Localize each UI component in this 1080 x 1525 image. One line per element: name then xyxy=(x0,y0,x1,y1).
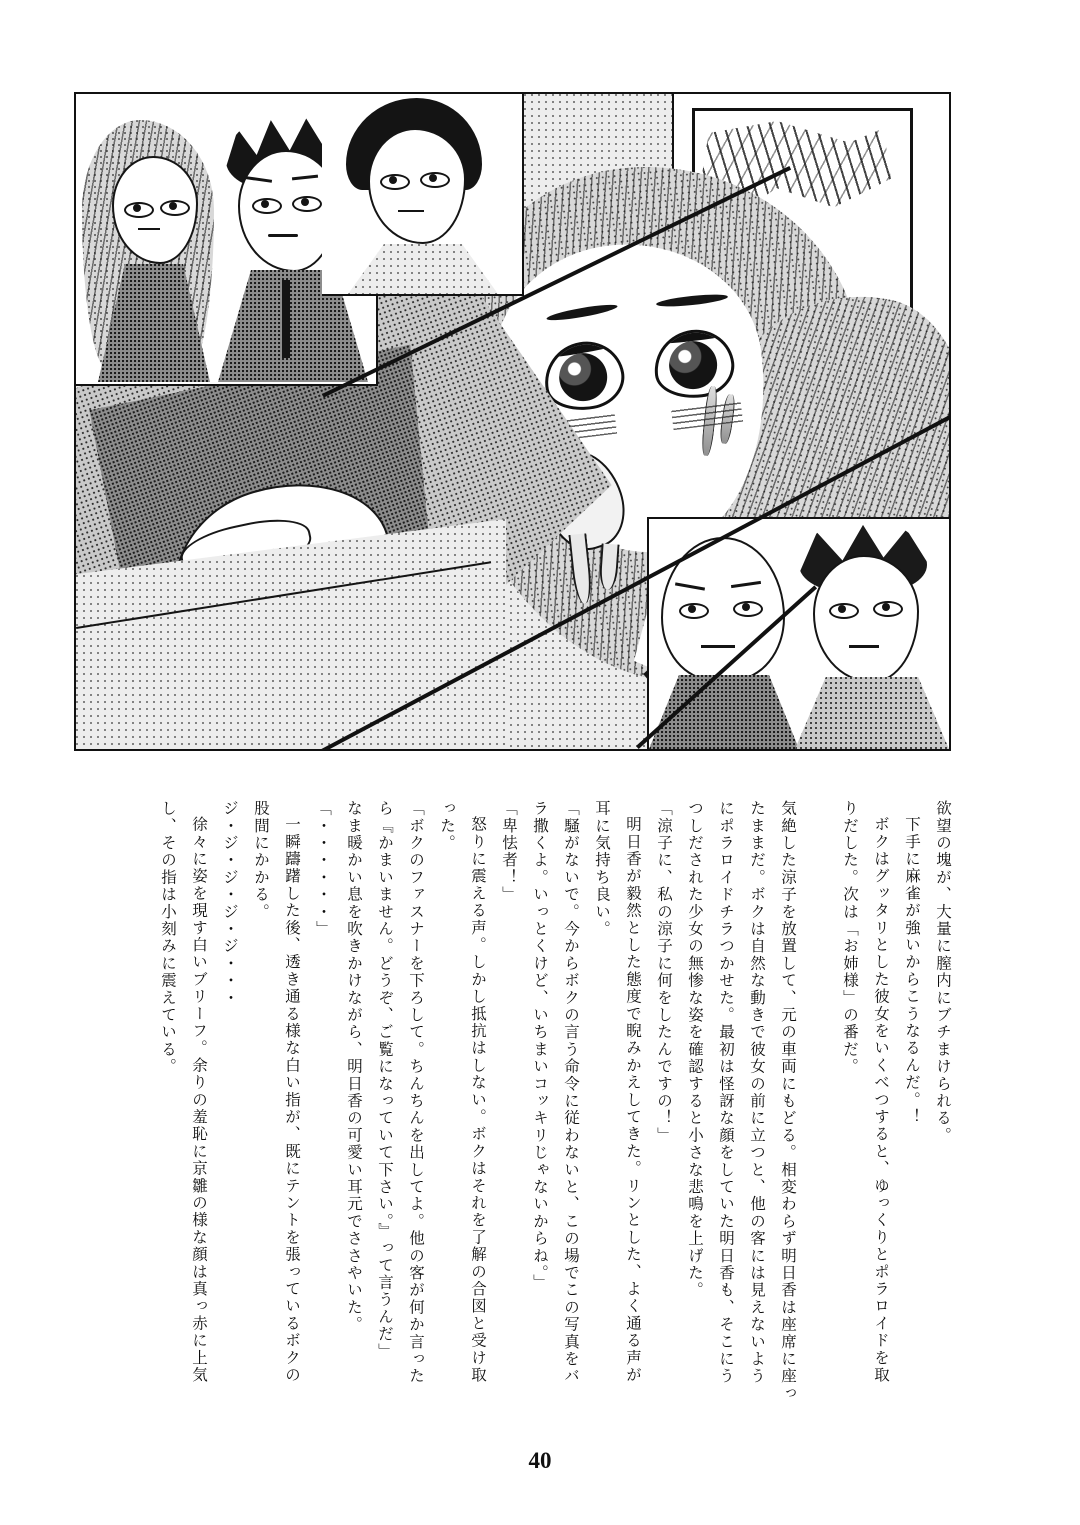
text-column: 「卑怯者！」 xyxy=(500,800,518,904)
woman2-mouth xyxy=(398,210,424,212)
text-column: りだした。次は「お姉様」の番だ。 xyxy=(841,800,859,1076)
text-column: 股間にかかる。 xyxy=(252,800,270,921)
girl-iris-left xyxy=(555,349,611,405)
man-pupil-right xyxy=(301,198,309,206)
woman2-pupil-left xyxy=(389,176,397,184)
text-column: 耳に気持ち良い。 xyxy=(593,800,611,938)
text-column: なま暖かい息を吹きかけながら、明日香の可愛い耳元でささやいた。 xyxy=(345,800,363,1334)
text-column: ラ撒くよ。いっとくけど、いちまいコッキリじゃないからね。」 xyxy=(531,800,549,1292)
text-column: 「・・・・・・」 xyxy=(314,800,332,938)
text-column: 一瞬躊躇した後、透き通る様な白い指が、既にテントを張っているボクの xyxy=(283,816,301,1384)
panel-inner xyxy=(76,94,949,749)
woman-pupil-right xyxy=(169,202,177,210)
woman-pupil-left xyxy=(133,204,141,212)
text-column: ジ・ジ・ジ・ジ・ジ・・・ xyxy=(221,800,239,1007)
woman-mouth xyxy=(138,228,160,230)
man-necktie xyxy=(282,280,290,358)
story-text xyxy=(70,800,950,1410)
text-column: った。 xyxy=(438,800,456,852)
text-column: 欲望の塊が、大量に膣内にブチまけられる。 xyxy=(934,800,952,1144)
text-column: 「ボクのファスナーを下ろして。ちんちんを出してよ。他の客が何か言った xyxy=(407,800,425,1385)
manga-panel xyxy=(74,92,951,751)
girl-iris-right xyxy=(666,338,719,391)
text-column: ら『かまいません。どうぞ、ご覧になっていて下さい。』って言うんだ」 xyxy=(376,800,394,1360)
text-column xyxy=(795,800,826,1410)
text-column: にポラロイドチラつかせた。最初は怪訝な顔をしていた明日香も、そこにう xyxy=(717,800,735,1385)
text-column: 下手に麻雀が強いからこうなるんだ。！ xyxy=(903,816,921,1126)
bald-man-pupil-right xyxy=(742,603,750,611)
woman2-pupil-right xyxy=(429,174,437,182)
young-man-mouth xyxy=(849,645,879,648)
text-column: 明日香が毅然とした態度で睨みかえしてきた。リンとした、よく通る声が xyxy=(624,816,642,1384)
text-column: 「騒がないで。今からボクの言う命令に従わないと、この場でこの写真をバ xyxy=(562,800,580,1385)
man-mouth xyxy=(268,234,298,237)
bald-man-pupil-left xyxy=(688,605,696,613)
text-column: たままだ。ボクは自然な動きで彼女の前に立つと、他の客には見えないよう xyxy=(748,800,766,1385)
text-column: 怒りに震える声。しかし抵抗はしない。ボクはそれを了解の合図と受け取 xyxy=(469,816,487,1384)
page-number: 40 xyxy=(528,1448,552,1473)
man-pupil-left xyxy=(261,200,269,208)
onlookers-mid-subpanel xyxy=(322,94,524,296)
young-man-pupil-right xyxy=(882,603,890,611)
text-column: ボクはグッタリとした彼女をいくべつすると、ゆっくりとポラロイドを取 xyxy=(872,816,890,1384)
young-man-pupil-left xyxy=(838,605,846,613)
bald-man-mouth xyxy=(701,645,735,648)
text-column: 気絶した涼子を放置して、元の車両にもどる。相変わらず明日香は座席に座っ xyxy=(779,800,797,1402)
text-column: つしだされた少女の無惨な姿を確認すると小さな悲鳴を上げた。 xyxy=(686,800,704,1299)
text-column: 徐々に姿を現す白いブリーフ。余りの羞恥に京雛の様な顔は真っ赤に上気 xyxy=(190,816,208,1384)
text-column: し、その指は小刻みに震えている。 xyxy=(159,800,177,1076)
text-column: 「涼子に、私の涼子に何をしたんですの！」 xyxy=(655,800,673,1144)
